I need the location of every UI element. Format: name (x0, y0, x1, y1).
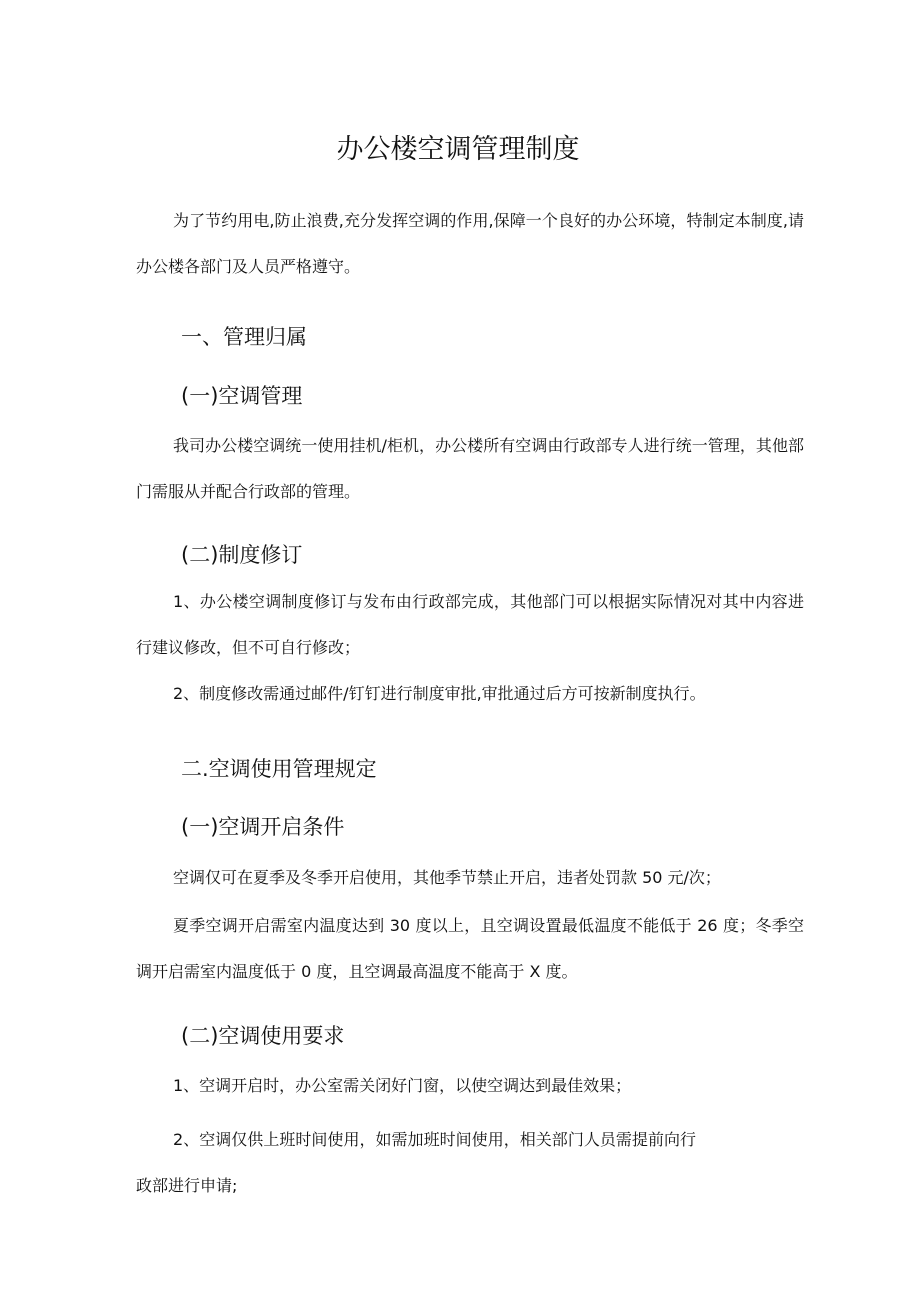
section-heading-usage-rules: 二.空调使用管理规定 (181, 757, 377, 781)
paragraph-policy-revision-1: 1、办公楼空调制度修订与发布由行政部完成，其他部门可以根据实际情况对其中内容进行建议修改，但不可自行修改； (136, 592, 804, 657)
subsection-heading-start-conditions: (一)空调开启条件 (181, 815, 345, 839)
paragraph-usage-requirements-2: 2、空调仅供上班时间使用，如需加班时间使用，相关部门人员需提前向行政部进行申请; (136, 1130, 696, 1195)
intro-paragraph: 为了节约用电,防止浪费,充分发挥空调的作用,保障一个良好的办公环境，特制定本制度,请办公楼各部门及人员严格遵守。 (136, 211, 804, 276)
section-heading-management-ownership: 一、管理归属 (181, 325, 307, 349)
paragraph-policy-revision-2: 2、制度修改需通过邮件/钉钉进行制度审批,审批通过后方可按新制度执行。 (173, 684, 706, 703)
subsection-heading-ac-management: (一)空调管理 (181, 384, 303, 408)
paragraph-ac-management: 我司办公楼空调统一使用挂机/柜机，办公楼所有空调由行政部专人进行统一管理，其他部门需服从并配合行政部的管理。 (136, 436, 804, 501)
document-title: 办公楼空调管理制度 (336, 134, 580, 165)
paragraph-start-conditions-1: 空调仅可在夏季及冬季开启使用，其他季节禁止开启，违者处罚款 50 元/次； (173, 868, 721, 887)
paragraph-start-conditions-2: 夏季空调开启需室内温度达到 30 度以上，且空调设置最低温度不能低于 26 度；冬季空调开启需室内温度低于 0 度，且空调最高温度不能高于 X 度。 (136, 916, 804, 981)
subsection-heading-usage-requirements: (二)空调使用要求 (181, 1024, 345, 1048)
paragraph-usage-requirements-1: 1、空调开启时，办公室需关闭好门窗，以使空调达到最佳效果； (173, 1076, 632, 1095)
subsection-heading-policy-revision: (二)制度修订 (181, 543, 303, 567)
